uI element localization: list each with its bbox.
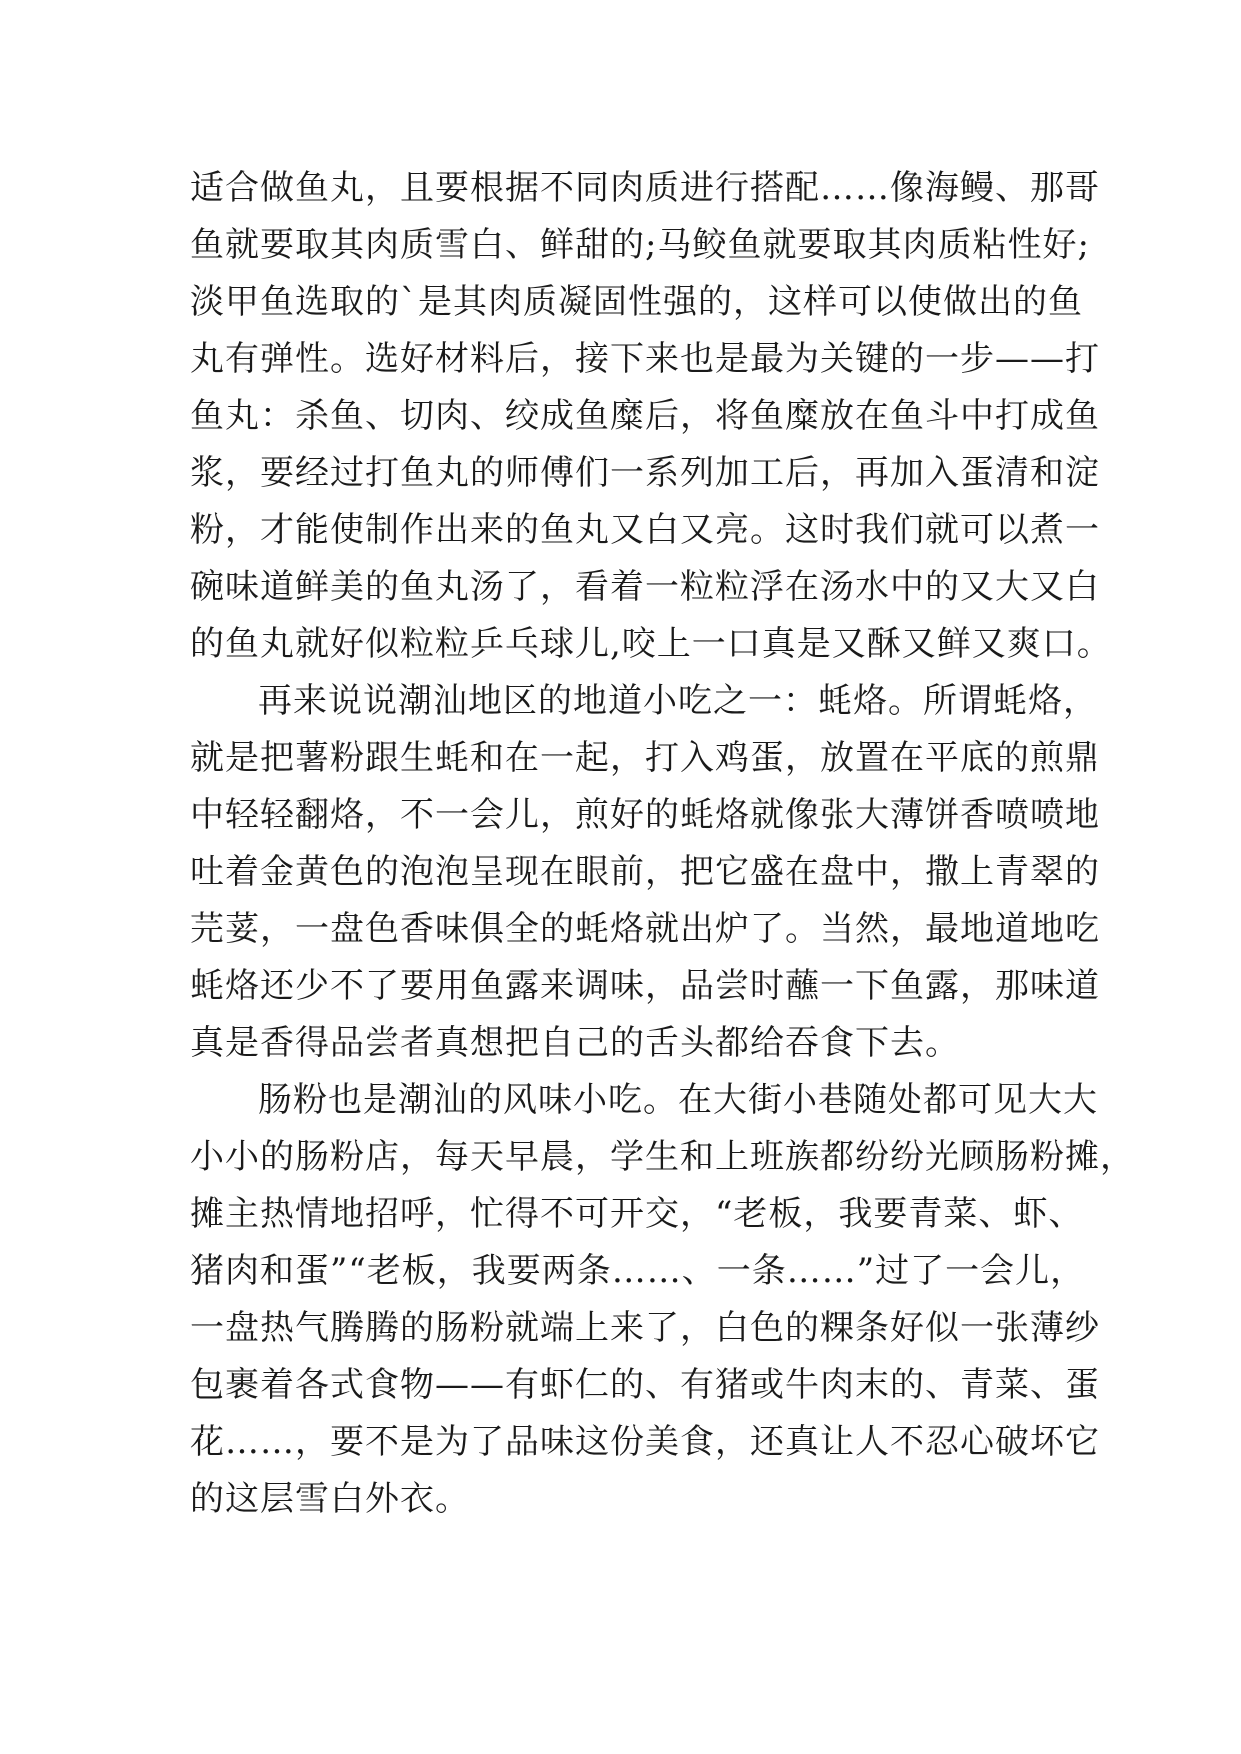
text-line: 吐着金黄色的泡泡呈现在眼前，把它盛在盘中，撒上青翠的 xyxy=(190,852,1100,892)
text-line: 中轻轻翻烙，不一会儿，煎好的蚝烙就像张大薄饼香喷喷地 xyxy=(190,795,1100,835)
text-line: 的这层雪白外衣。 xyxy=(190,1479,470,1519)
text-line: 鱼就要取其肉质雪白、鲜甜的;马鲛鱼就要取其肉质粘性好; xyxy=(190,225,1090,265)
text-line: 花……，要不是为了品味这份美食，还真让人不忍心破坏它 xyxy=(190,1422,1100,1462)
text-line: 粉，才能使制作出来的鱼丸又白又亮。这时我们就可以煮一 xyxy=(190,510,1100,550)
text-line: 丸有弹性。选好材料后，接下来也是最为关键的一步——打 xyxy=(190,339,1100,379)
text-line: 真是香得品尝者真想把自己的舌头都给吞食下去。 xyxy=(190,1023,960,1063)
text-line: 小小的肠粉店，每天早晨，学生和上班族都纷纷光顾肠粉摊， xyxy=(190,1137,1135,1177)
text-line: 猪肉和蛋”“老板，我要两条……、一条……”过了一会儿， xyxy=(190,1251,1086,1291)
text-line: 芫荽，一盘色香味俱全的蚝烙就出炉了。当然，最地道地吃 xyxy=(190,909,1100,949)
text-line: 一盘热气腾腾的肠粉就端上来了，白色的粿条好似一张薄纱 xyxy=(190,1308,1100,1348)
text-line: 鱼丸：杀鱼、切肉、绞成鱼糜后，将鱼糜放在鱼斗中打成鱼 xyxy=(190,396,1100,436)
paragraph-start-line: 再来说说潮汕地区的地道小吃之一：蚝烙。所谓蚝烙， xyxy=(258,681,1098,721)
text-line: 摊主热情地招呼，忙得不可开交，“老板，我要青菜、虾、 xyxy=(190,1194,1084,1234)
text-line: 的鱼丸就好似粒粒乒乓球儿,咬上一口真是又酥又鲜又爽口。 xyxy=(190,624,1112,664)
text-line: 包裹着各式食物——有虾仁的、有猪或牛肉末的、青菜、蛋 xyxy=(190,1365,1100,1405)
text-line: 适合做鱼丸，且要根据不同肉质进行搭配……像海鳗、那哥 xyxy=(190,168,1100,208)
text-line: 碗味道鲜美的鱼丸汤了，看着一粒粒浮在汤水中的又大又白 xyxy=(190,567,1100,607)
text-line: 就是把薯粉跟生蚝和在一起，打入鸡蛋，放置在平底的煎鼎 xyxy=(190,738,1100,778)
text-line: 浆，要经过打鱼丸的师傅们一系列加工后，再加入蛋清和淀 xyxy=(190,453,1100,493)
text-line: 淡甲鱼选取的`是其肉质凝固性强的，这样可以使做出的鱼 xyxy=(190,282,1083,322)
paragraph-start-line: 肠粉也是潮汕的风味小吃。在大街小巷随处都可见大大 xyxy=(258,1080,1098,1120)
text-line: 蚝烙还少不了要用鱼露来调味，品尝时蘸一下鱼露，那味道 xyxy=(190,966,1100,1006)
body-text xyxy=(190,160,1135,1528)
